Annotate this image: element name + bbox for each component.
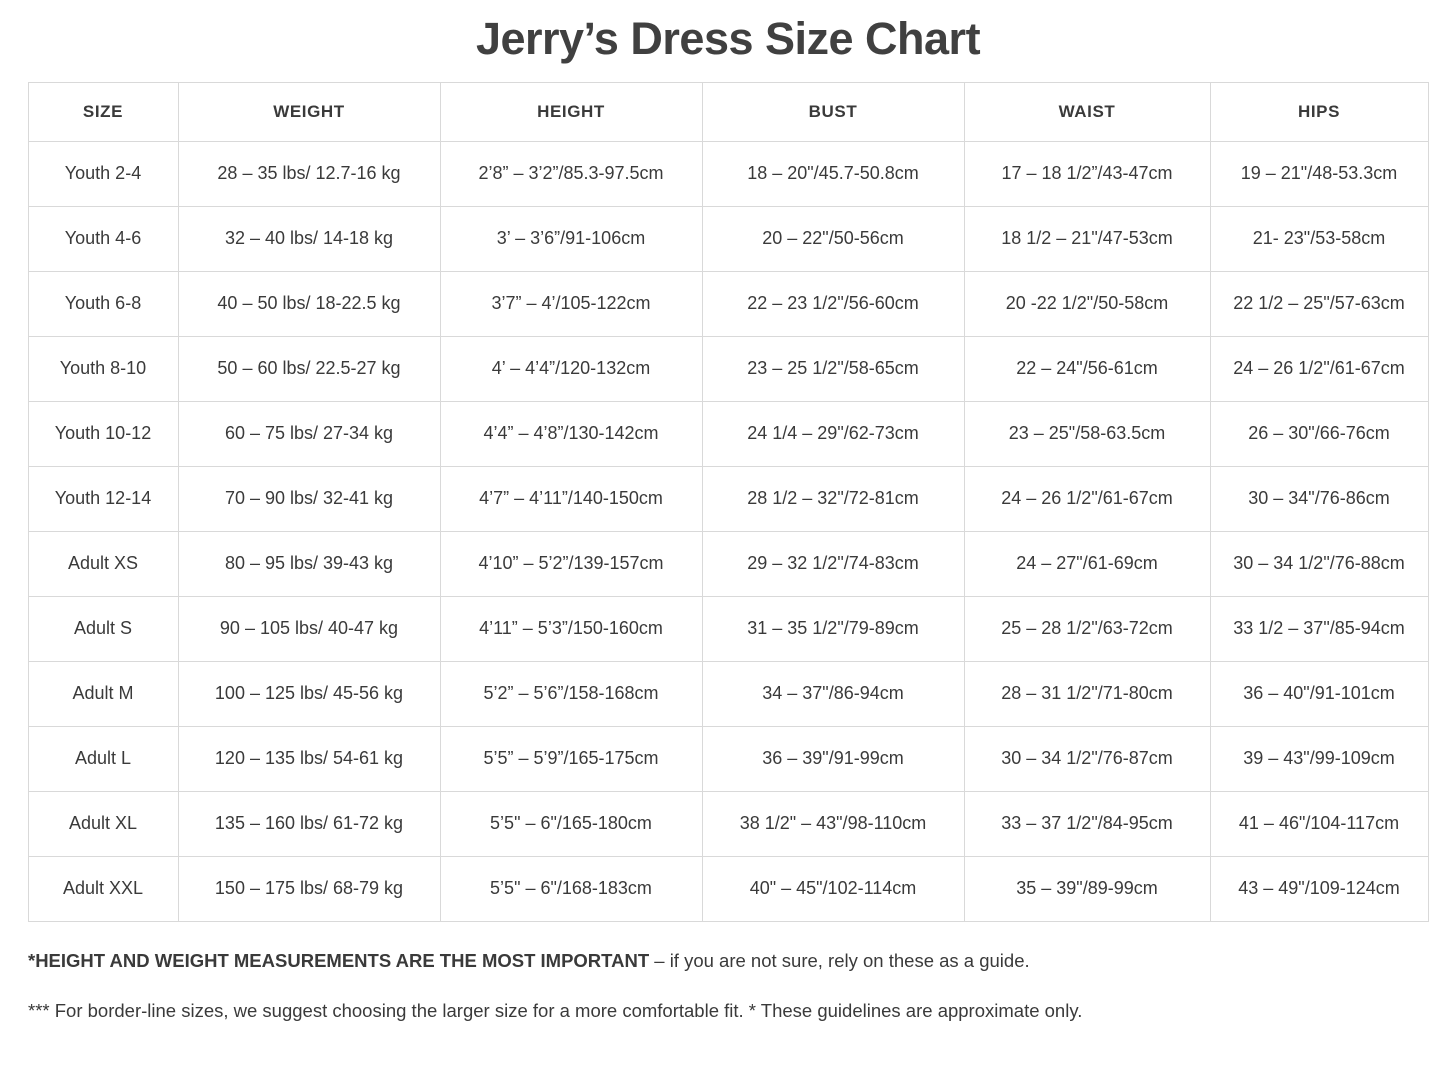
cell-waist: 33 – 37 1/2"/84-95cm <box>964 791 1210 856</box>
table-row <box>28 661 1428 726</box>
cell-hips: 30 – 34 1/2"/76-88cm <box>1210 531 1428 596</box>
cell-size: Youth 12-14 <box>28 466 178 531</box>
cell-weight: 50 – 60 lbs/ 22.5-27 kg <box>178 336 440 401</box>
column-header-size: SIZE <box>28 82 178 141</box>
cell-weight: 60 – 75 lbs/ 27-34 kg <box>178 401 440 466</box>
cell-waist: 28 – 31 1/2"/71-80cm <box>964 661 1210 726</box>
cell-hips: 26 – 30"/66-76cm <box>1210 401 1428 466</box>
cell-size: Adult XS <box>28 531 178 596</box>
cell-waist: 30 – 34 1/2"/76-87cm <box>964 726 1210 791</box>
cell-bust: 31 – 35 1/2"/79-89cm <box>702 596 964 661</box>
cell-waist: 23 – 25"/58-63.5cm <box>964 401 1210 466</box>
cell-bust: 28 1/2 – 32"/72-81cm <box>702 466 964 531</box>
table-row <box>28 791 1428 856</box>
table-row <box>28 141 1428 206</box>
column-header-height: HEIGHT <box>440 82 702 141</box>
cell-bust: 23 – 25 1/2"/58-65cm <box>702 336 964 401</box>
cell-bust: 34 – 37"/86-94cm <box>702 661 964 726</box>
cell-waist: 18 1/2 – 21"/47-53cm <box>964 206 1210 271</box>
cell-hips: 41 – 46"/104-117cm <box>1210 791 1428 856</box>
cell-bust: 22 – 23 1/2"/56-60cm <box>702 271 964 336</box>
cell-height: 5’2” – 5’6”/158-168cm <box>440 661 702 726</box>
dress-size-table <box>28 82 1429 922</box>
cell-weight: 80 – 95 lbs/ 39-43 kg <box>178 531 440 596</box>
cell-bust: 38 1/2" – 43"/98-110cm <box>702 791 964 856</box>
note-measurements <box>28 948 1428 975</box>
cell-height: 4’ – 4’4”/120-132cm <box>440 336 702 401</box>
column-header-waist: WAIST <box>964 82 1210 141</box>
cell-waist: 24 – 27"/61-69cm <box>964 531 1210 596</box>
cell-waist: 24 – 26 1/2"/61-67cm <box>964 466 1210 531</box>
cell-hips: 43 – 49"/109-124cm <box>1210 856 1428 921</box>
cell-hips: 19 – 21"/48-53.3cm <box>1210 141 1428 206</box>
cell-weight: 120 – 135 lbs/ 54-61 kg <box>178 726 440 791</box>
cell-bust: 18 – 20"/45.7-50.8cm <box>702 141 964 206</box>
cell-height: 3’7” – 4’/105-122cm <box>440 271 702 336</box>
cell-bust: 40" – 45"/102-114cm <box>702 856 964 921</box>
cell-size: Adult L <box>28 726 178 791</box>
cell-hips: 30 – 34"/76-86cm <box>1210 466 1428 531</box>
table-row <box>28 856 1428 921</box>
cell-height: 2’8” – 3’2”/85.3-97.5cm <box>440 141 702 206</box>
cell-size: Youth 2-4 <box>28 141 178 206</box>
cell-height: 5’5” – 5’9”/165-175cm <box>440 726 702 791</box>
cell-size: Adult XXL <box>28 856 178 921</box>
table-row <box>28 596 1428 661</box>
note-measurements-bold: *HEIGHT AND WEIGHT MEASUREMENTS ARE THE MOST IMPORTANT <box>28 949 650 971</box>
table-header-row <box>28 82 1428 141</box>
cell-waist: 20 -22 1/2"/50-58cm <box>964 271 1210 336</box>
cell-size: Youth 10-12 <box>28 401 178 466</box>
cell-size: Adult XL <box>28 791 178 856</box>
cell-bust: 36 – 39"/91-99cm <box>702 726 964 791</box>
cell-waist: 25 – 28 1/2"/63-72cm <box>964 596 1210 661</box>
cell-height: 5’5" – 6"/165-180cm <box>440 791 702 856</box>
cell-height: 4’11” – 5’3”/150-160cm <box>440 596 702 661</box>
cell-bust: 20 – 22"/50-56cm <box>702 206 964 271</box>
cell-height: 4’7” – 4’11”/140-150cm <box>440 466 702 531</box>
cell-bust: 29 – 32 1/2"/74-83cm <box>702 531 964 596</box>
table-row <box>28 401 1428 466</box>
cell-size: Youth 4-6 <box>28 206 178 271</box>
note-borderline-sizes: *** For border-line sizes, we suggest choosing the larger size for a more comfortable fit. * These guidelines are approximate only. <box>28 1000 1083 1022</box>
cell-bust: 24 1/4 – 29"/62-73cm <box>702 401 964 466</box>
cell-weight: 32 – 40 lbs/ 14-18 kg <box>178 206 440 271</box>
cell-weight: 135 – 160 lbs/ 61-72 kg <box>178 791 440 856</box>
cell-waist: 35 – 39"/89-99cm <box>964 856 1210 921</box>
cell-hips: 21- 23"/53-58cm <box>1210 206 1428 271</box>
column-header-bust: BUST <box>702 82 964 141</box>
table-row <box>28 726 1428 791</box>
cell-weight: 100 – 125 lbs/ 45-56 kg <box>178 661 440 726</box>
cell-height: 5’5" – 6"/168-183cm <box>440 856 702 921</box>
cell-hips: 36 – 40"/91-101cm <box>1210 661 1428 726</box>
cell-size: Adult M <box>28 661 178 726</box>
cell-height: 3’ – 3’6”/91-106cm <box>440 206 702 271</box>
column-header-hips: HIPS <box>1210 82 1428 141</box>
cell-hips: 24 – 26 1/2"/61-67cm <box>1210 336 1428 401</box>
cell-waist: 17 – 18 1/2”/43-47cm <box>964 141 1210 206</box>
cell-weight: 70 – 90 lbs/ 32-41 kg <box>178 466 440 531</box>
table-row <box>28 531 1428 596</box>
cell-weight: 150 – 175 lbs/ 68-79 kg <box>178 856 440 921</box>
cell-weight: 90 – 105 lbs/ 40-47 kg <box>178 596 440 661</box>
cell-hips: 33 1/2 – 37"/85-94cm <box>1210 596 1428 661</box>
table-row <box>28 466 1428 531</box>
table-row <box>28 271 1428 336</box>
cell-weight: 40 – 50 lbs/ 18-22.5 kg <box>178 271 440 336</box>
cell-hips: 39 – 43"/99-109cm <box>1210 726 1428 791</box>
cell-height: 4’4” – 4’8”/130-142cm <box>440 401 702 466</box>
cell-height: 4’10” – 5’2”/139-157cm <box>440 531 702 596</box>
cell-size: Youth 6-8 <box>28 271 178 336</box>
size-chart-page <box>0 14 1456 1072</box>
column-header-weight: WEIGHT <box>178 82 440 141</box>
cell-hips: 22 1/2 – 25"/57-63cm <box>1210 271 1428 336</box>
cell-size: Youth 8-10 <box>28 336 178 401</box>
page-title: Jerry’s Dress Size Chart <box>475 13 981 64</box>
table-row <box>28 336 1428 401</box>
note-measurements-rest: – if you are not sure, rely on these as a guide. <box>649 949 1030 971</box>
cell-size: Adult S <box>28 596 178 661</box>
table-row <box>28 206 1428 271</box>
cell-waist: 22 – 24"/56-61cm <box>964 336 1210 401</box>
notes-section <box>28 922 1428 1026</box>
cell-weight: 28 – 35 lbs/ 12.7-16 kg <box>178 141 440 206</box>
